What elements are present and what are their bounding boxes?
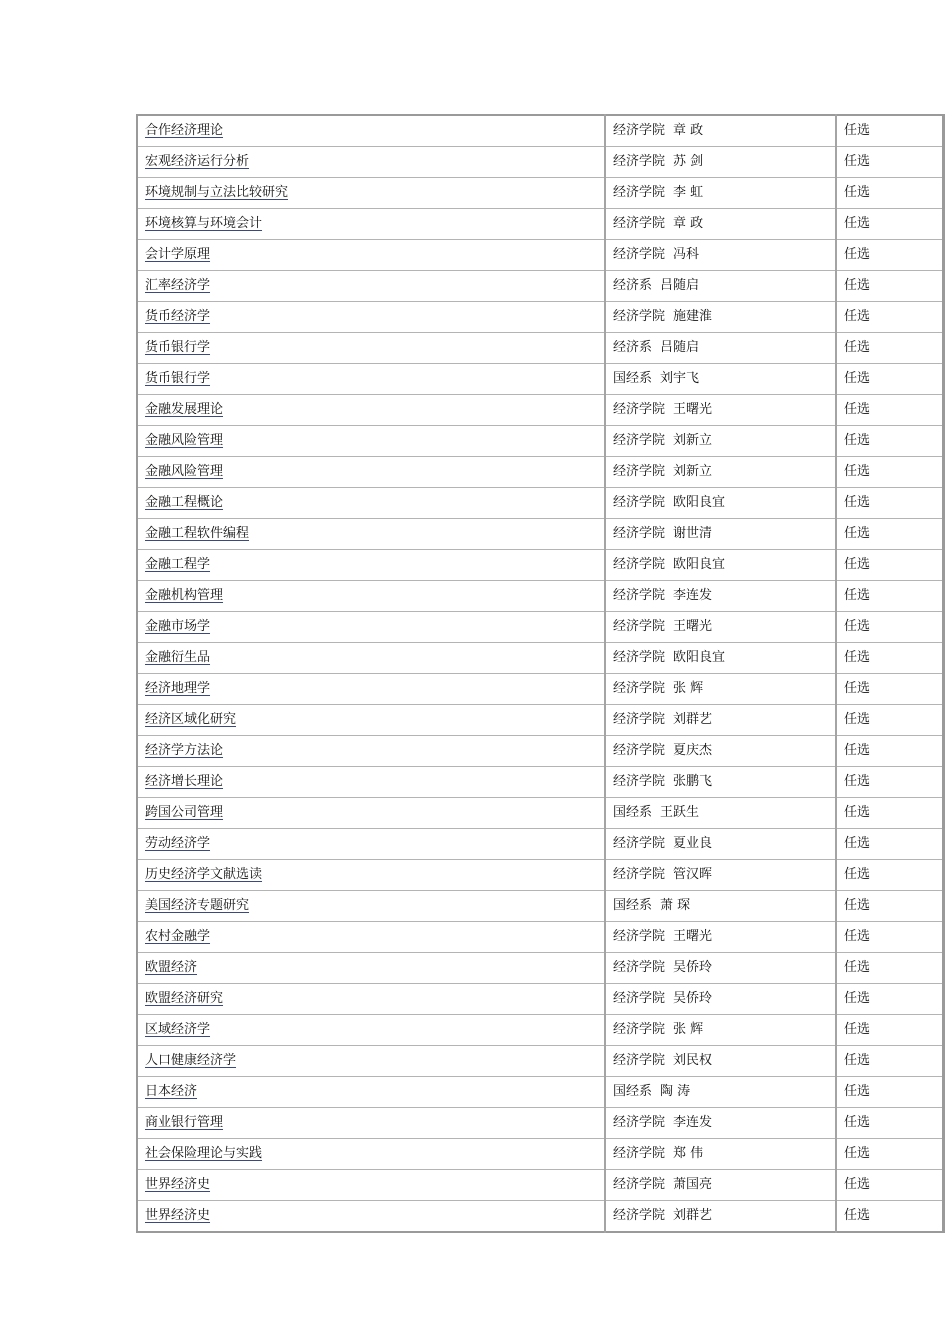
course-type-label: 任选 (844, 1115, 871, 1130)
instructor-cell (605, 705, 836, 736)
course-name-cell (137, 147, 605, 178)
department-label: 国经系 (613, 1084, 653, 1099)
teacher-name: 李连发 (673, 1115, 713, 1130)
department-label: 经济学院 (613, 309, 666, 324)
teacher-name: 欧阳良宜 (673, 495, 726, 510)
table-row (137, 550, 943, 581)
table-row (137, 581, 943, 612)
teacher-name: 章 政 (673, 123, 704, 138)
course-name-link[interactable]: 农村金融学 (145, 929, 211, 944)
department-label: 经济学院 (613, 247, 666, 262)
instructor-cell (605, 674, 836, 705)
course-type-cell (836, 1108, 943, 1139)
table-row (137, 674, 943, 705)
table-row (137, 178, 943, 209)
course-type-cell (836, 891, 943, 922)
teacher-name: 王曙光 (673, 402, 713, 417)
course-name-link[interactable]: 经济学方法论 (145, 743, 224, 758)
course-name-link[interactable]: 经济区域化研究 (145, 712, 237, 727)
course-type-cell (836, 395, 943, 426)
table-row (137, 705, 943, 736)
course-name-cell (137, 240, 605, 271)
table-row (137, 736, 943, 767)
course-name-cell (137, 767, 605, 798)
department-label: 经济学院 (613, 557, 666, 572)
course-type-cell (836, 147, 943, 178)
table-row (137, 798, 943, 829)
course-name-link[interactable]: 汇率经济学 (145, 278, 211, 293)
table-row (137, 457, 943, 488)
teacher-name: 刘新立 (673, 433, 713, 448)
course-type-label: 任选 (844, 1022, 871, 1037)
course-name-cell (137, 1077, 605, 1108)
instructor-cell (605, 1077, 836, 1108)
teacher-name: 吴侨玲 (673, 991, 713, 1006)
course-name-cell (137, 860, 605, 891)
course-type-cell (836, 767, 943, 798)
teacher-name: 吕随启 (660, 278, 700, 293)
course-type-cell (836, 612, 943, 643)
course-name-cell (137, 736, 605, 767)
course-type-label: 任选 (844, 867, 871, 882)
instructor-cell (605, 488, 836, 519)
course-name-cell (137, 550, 605, 581)
department-label: 经济学院 (613, 929, 666, 944)
course-name-link[interactable]: 区域经济学 (145, 1022, 211, 1037)
department-label: 经济学院 (613, 526, 666, 541)
course-type-cell (836, 798, 943, 829)
teacher-name: 夏庆杰 (673, 743, 713, 758)
department-label: 国经系 (613, 805, 653, 820)
course-name-link[interactable]: 宏观经济运行分析 (145, 154, 250, 169)
course-type-label: 任选 (844, 898, 871, 913)
course-name-link[interactable]: 环境核算与环境会计 (145, 216, 263, 231)
table-row (137, 767, 943, 798)
table-row (137, 395, 943, 426)
teacher-name: 章 政 (673, 216, 704, 231)
department-label: 经济学院 (613, 681, 666, 696)
instructor-cell (605, 860, 836, 891)
course-type-cell (836, 209, 943, 240)
department-label: 经济学院 (613, 216, 666, 231)
course-type-cell (836, 953, 943, 984)
department-label: 经济学院 (613, 185, 666, 200)
table-row (137, 209, 943, 240)
course-name-cell (137, 302, 605, 333)
course-name-cell (137, 488, 605, 519)
instructor-cell (605, 240, 836, 271)
course-type-label: 任选 (844, 557, 871, 572)
teacher-name: 吴侨玲 (673, 960, 713, 975)
course-type-label: 任选 (844, 960, 871, 975)
department-label: 经济学院 (613, 1115, 666, 1130)
department-label: 经济学院 (613, 1177, 666, 1192)
course-type-label: 任选 (844, 526, 871, 541)
instructor-cell (605, 736, 836, 767)
instructor-cell (605, 550, 836, 581)
course-name-cell (137, 643, 605, 674)
table-row (137, 953, 943, 984)
table-row (137, 860, 943, 891)
department-label: 经济学院 (613, 402, 666, 417)
course-type-cell (836, 1170, 943, 1201)
department-label: 经济学院 (613, 1208, 666, 1223)
instructor-cell (605, 1170, 836, 1201)
course-name-cell (137, 891, 605, 922)
course-type-cell (836, 643, 943, 674)
course-name-cell (137, 984, 605, 1015)
course-name-link[interactable]: 货币银行学 (145, 340, 211, 355)
instructor-cell (605, 519, 836, 550)
department-label: 经济学院 (613, 495, 666, 510)
course-name-link[interactable]: 金融衍生品 (145, 650, 211, 665)
course-type-cell (836, 829, 943, 860)
course-name-cell (137, 395, 605, 426)
course-name-link[interactable]: 金融工程概论 (145, 495, 224, 510)
teacher-name: 刘民权 (673, 1053, 713, 1068)
course-type-label: 任选 (844, 185, 871, 200)
course-type-label: 任选 (844, 371, 871, 386)
instructor-cell (605, 1139, 836, 1170)
course-name-link[interactable]: 商业银行管理 (145, 1115, 224, 1130)
teacher-name: 郑 伟 (673, 1146, 704, 1161)
course-name-cell (137, 922, 605, 953)
course-type-label: 任选 (844, 247, 871, 262)
teacher-name: 王曙光 (673, 619, 713, 634)
course-type-label: 任选 (844, 216, 871, 231)
course-name-cell (137, 519, 605, 550)
course-type-label: 任选 (844, 774, 871, 789)
course-type-label: 任选 (844, 340, 871, 355)
department-label: 经济学院 (613, 154, 666, 169)
table-row (137, 333, 943, 364)
table-row (137, 426, 943, 457)
department-label: 经济学院 (613, 433, 666, 448)
course-type-label: 任选 (844, 929, 871, 944)
table-row (137, 984, 943, 1015)
course-name-cell (137, 1170, 605, 1201)
course-name-cell (137, 581, 605, 612)
department-label: 经济学院 (613, 123, 666, 138)
course-type-cell (836, 302, 943, 333)
table-row (137, 829, 943, 860)
course-name-link[interactable]: 环境规制与立法比较研究 (145, 185, 289, 200)
course-type-label: 任选 (844, 1146, 871, 1161)
course-type-cell (836, 922, 943, 953)
course-type-label: 任选 (844, 402, 871, 417)
course-type-cell (836, 271, 943, 302)
table-row (137, 1015, 943, 1046)
table-row (137, 1046, 943, 1077)
course-type-cell (836, 457, 943, 488)
course-type-cell (836, 1201, 943, 1233)
teacher-name: 刘群艺 (673, 712, 713, 727)
course-type-cell (836, 550, 943, 581)
instructor-cell (605, 829, 836, 860)
table-row (137, 922, 943, 953)
course-type-label: 任选 (844, 1177, 871, 1192)
instructor-cell (605, 209, 836, 240)
course-name-link[interactable]: 合作经济理论 (145, 123, 224, 138)
teacher-name: 刘新立 (673, 464, 713, 479)
table-row (137, 240, 943, 271)
instructor-cell (605, 891, 836, 922)
instructor-cell (605, 953, 836, 984)
instructor-cell (605, 395, 836, 426)
course-name-link[interactable]: 欧盟经济 (145, 960, 198, 975)
course-name-cell (137, 612, 605, 643)
teacher-name: 萧国亮 (673, 1177, 713, 1192)
department-label: 经济学院 (613, 650, 666, 665)
course-name-link[interactable]: 金融发展理论 (145, 402, 224, 417)
department-label: 经济系 (613, 278, 653, 293)
table-row (137, 1139, 943, 1170)
table-row (137, 147, 943, 178)
department-label: 经济学院 (613, 712, 666, 727)
course-name-link[interactable]: 金融风险管理 (145, 433, 224, 448)
course-type-label: 任选 (844, 743, 871, 758)
course-name-link[interactable]: 货币银行学 (145, 371, 211, 386)
course-name-link[interactable]: 日本经济 (145, 1084, 198, 1099)
table-row (137, 891, 943, 922)
course-name-link[interactable]: 人口健康经济学 (145, 1053, 237, 1068)
course-name-cell (137, 1046, 605, 1077)
instructor-cell (605, 457, 836, 488)
department-label: 经济学院 (613, 960, 666, 975)
course-name-link[interactable]: 历史经济学文献选读 (145, 867, 263, 882)
instructor-cell (605, 1046, 836, 1077)
teacher-name: 管汉晖 (673, 867, 713, 882)
course-name-link[interactable]: 金融风险管理 (145, 464, 224, 479)
department-label: 经济学院 (613, 774, 666, 789)
course-name-cell (137, 953, 605, 984)
course-name-cell (137, 1201, 605, 1233)
teacher-name: 张 辉 (673, 1022, 704, 1037)
course-name-cell (137, 209, 605, 240)
course-type-label: 任选 (844, 1053, 871, 1068)
course-name-cell (137, 271, 605, 302)
course-type-cell (836, 1015, 943, 1046)
course-type-cell (836, 488, 943, 519)
course-name-cell (137, 426, 605, 457)
course-type-cell (836, 984, 943, 1015)
table-row (137, 488, 943, 519)
teacher-name: 欧阳良宜 (673, 557, 726, 572)
course-name-cell (137, 333, 605, 364)
course-type-label: 任选 (844, 1084, 871, 1099)
course-type-label: 任选 (844, 309, 871, 324)
department-label: 经济学院 (613, 743, 666, 758)
instructor-cell (605, 922, 836, 953)
instructor-cell (605, 1108, 836, 1139)
instructor-cell (605, 643, 836, 674)
course-name-link[interactable]: 会计学原理 (145, 247, 211, 262)
teacher-name: 李连发 (673, 588, 713, 603)
teacher-name: 陶 涛 (660, 1084, 691, 1099)
teacher-name: 欧阳良宜 (673, 650, 726, 665)
table-row (137, 271, 943, 302)
department-label: 经济学院 (613, 1022, 666, 1037)
department-label: 经济学院 (613, 1146, 666, 1161)
course-type-cell (836, 581, 943, 612)
course-type-label: 任选 (844, 805, 871, 820)
teacher-name: 萧 琛 (660, 898, 691, 913)
instructor-cell (605, 147, 836, 178)
course-name-cell (137, 1108, 605, 1139)
instructor-cell (605, 426, 836, 457)
teacher-name: 夏业良 (673, 836, 713, 851)
department-label: 国经系 (613, 371, 653, 386)
course-type-label: 任选 (844, 495, 871, 510)
course-type-label: 任选 (844, 1208, 871, 1223)
course-type-cell (836, 178, 943, 209)
instructor-cell (605, 798, 836, 829)
table-row (137, 1108, 943, 1139)
instructor-cell (605, 984, 836, 1015)
teacher-name: 刘群艺 (673, 1208, 713, 1223)
course-name-cell (137, 829, 605, 860)
instructor-cell (605, 1015, 836, 1046)
course-name-cell (137, 798, 605, 829)
course-name-link[interactable]: 金融工程学 (145, 557, 211, 572)
teacher-name: 冯科 (673, 247, 700, 262)
instructor-cell (605, 1201, 836, 1233)
course-name-cell (137, 705, 605, 736)
teacher-name: 吕随启 (660, 340, 700, 355)
course-type-cell (836, 736, 943, 767)
course-type-cell (836, 860, 943, 891)
instructor-cell (605, 333, 836, 364)
course-name-link[interactable]: 世界经济史 (145, 1208, 211, 1223)
course-table (136, 114, 945, 1233)
teacher-name: 苏 剑 (673, 154, 704, 169)
department-label: 经济学院 (613, 1053, 666, 1068)
course-type-cell (836, 1046, 943, 1077)
department-label: 经济学院 (613, 836, 666, 851)
course-name-cell (137, 178, 605, 209)
table-row (137, 1170, 943, 1201)
course-type-label: 任选 (844, 836, 871, 851)
course-type-cell (836, 1139, 943, 1170)
instructor-cell (605, 581, 836, 612)
teacher-name: 王跃生 (660, 805, 700, 820)
course-type-label: 任选 (844, 619, 871, 634)
teacher-name: 王曙光 (673, 929, 713, 944)
table-row (137, 519, 943, 550)
course-type-cell (836, 705, 943, 736)
course-type-cell (836, 1077, 943, 1108)
course-name-cell (137, 1015, 605, 1046)
course-type-cell (836, 240, 943, 271)
course-type-label: 任选 (844, 464, 871, 479)
department-label: 经济系 (613, 340, 653, 355)
course-type-label: 任选 (844, 278, 871, 293)
course-type-label: 任选 (844, 681, 871, 696)
teacher-name: 张 辉 (673, 681, 704, 696)
course-name-cell (137, 115, 605, 147)
table-row (137, 302, 943, 333)
course-name-link[interactable]: 劳动经济学 (145, 836, 211, 851)
instructor-cell (605, 302, 836, 333)
course-type-label: 任选 (844, 650, 871, 665)
course-type-label: 任选 (844, 991, 871, 1006)
instructor-cell (605, 612, 836, 643)
course-name-link[interactable]: 货币经济学 (145, 309, 211, 324)
teacher-name: 施建淮 (673, 309, 713, 324)
table-row (137, 643, 943, 674)
department-label: 经济学院 (613, 619, 666, 634)
course-type-cell (836, 115, 943, 147)
course-name-link[interactable]: 世界经济史 (145, 1177, 211, 1192)
course-type-cell (836, 519, 943, 550)
course-name-link[interactable]: 金融工程软件编程 (145, 526, 250, 541)
table-row (137, 612, 943, 643)
course-name-link[interactable]: 跨国公司管理 (145, 805, 224, 820)
course-name-cell (137, 457, 605, 488)
instructor-cell (605, 364, 836, 395)
course-name-link[interactable]: 金融机构管理 (145, 588, 224, 603)
course-type-label: 任选 (844, 433, 871, 448)
course-type-label: 任选 (844, 712, 871, 727)
teacher-name: 刘宇飞 (660, 371, 700, 386)
course-name-link[interactable]: 社会保险理论与实践 (145, 1146, 263, 1161)
course-type-label: 任选 (844, 123, 871, 138)
instructor-cell (605, 178, 836, 209)
instructor-cell (605, 767, 836, 798)
course-name-link[interactable]: 金融市场学 (145, 619, 211, 634)
course-type-cell (836, 333, 943, 364)
course-name-link[interactable]: 美国经济专题研究 (145, 898, 250, 913)
course-type-cell (836, 364, 943, 395)
department-label: 经济学院 (613, 588, 666, 603)
teacher-name: 谢世清 (673, 526, 713, 541)
department-label: 经济学院 (613, 867, 666, 882)
course-name-link[interactable]: 经济地理学 (145, 681, 211, 696)
course-type-label: 任选 (844, 154, 871, 169)
course-name-cell (137, 364, 605, 395)
department-label: 经济学院 (613, 464, 666, 479)
department-label: 经济学院 (613, 991, 666, 1006)
course-type-label: 任选 (844, 588, 871, 603)
table-row (137, 1201, 943, 1233)
table-row (137, 1077, 943, 1108)
course-type-cell (836, 674, 943, 705)
course-name-link[interactable]: 欧盟经济研究 (145, 991, 224, 1006)
course-name-cell (137, 674, 605, 705)
department-label: 国经系 (613, 898, 653, 913)
course-table-body (137, 115, 943, 1232)
course-name-link[interactable]: 经济增长理论 (145, 774, 224, 789)
instructor-cell (605, 271, 836, 302)
instructor-cell (605, 115, 836, 147)
table-row (137, 115, 943, 147)
teacher-name: 李 虹 (673, 185, 704, 200)
table-row (137, 364, 943, 395)
teacher-name: 张鹏飞 (673, 774, 713, 789)
course-type-cell (836, 426, 943, 457)
course-name-cell (137, 1139, 605, 1170)
